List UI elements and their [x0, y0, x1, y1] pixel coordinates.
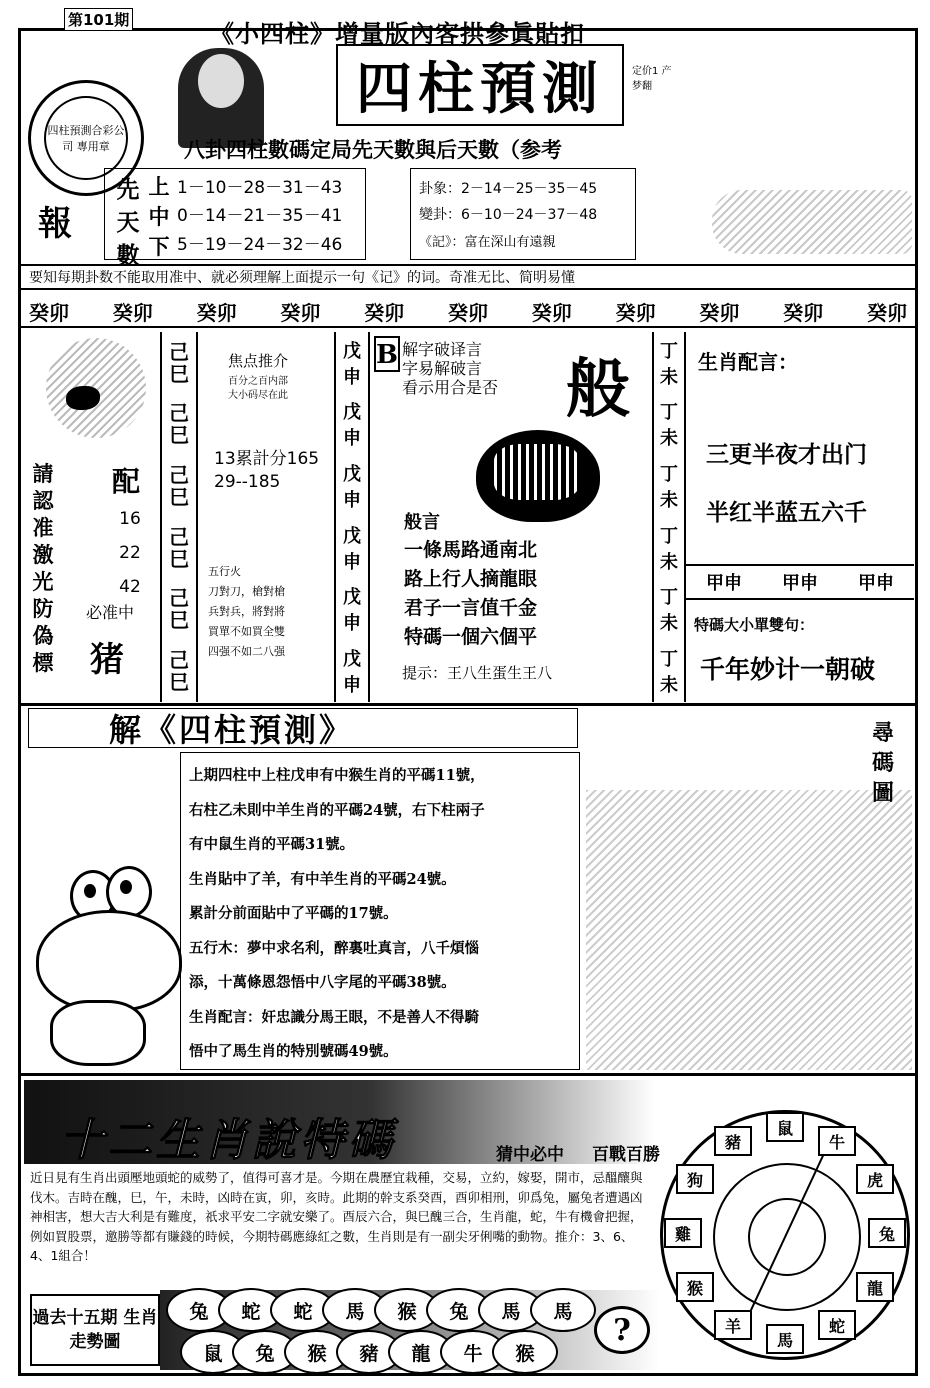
notice-text: 要知每期卦数不能取用准中、就必须理解上面提示一句《记》的词。奇准无比、简明易懂: [29, 270, 575, 286]
past-ball: 猴: [492, 1330, 558, 1374]
gua-box: [410, 168, 636, 260]
puzzle-badge: B: [374, 336, 400, 372]
jie-line: 累計分前面貼中了平碼的17號。: [189, 905, 398, 922]
year-cell: 癸卯: [29, 300, 69, 325]
zodiac-sign: 龍: [856, 1272, 894, 1302]
focus-poem-line: 刀對刀，槍對槍: [208, 585, 285, 598]
pei-number: 22: [119, 543, 141, 563]
jisi-cell: 己 巳: [169, 401, 189, 448]
past-ball: 牛: [440, 1330, 506, 1374]
jie-text-box: [180, 752, 580, 1070]
focus-poem-line: 五行火: [208, 565, 241, 578]
zodiac-sign: 雞: [664, 1218, 702, 1248]
zodiac-sign: 蛇: [818, 1310, 856, 1340]
year-cell: 癸卯: [112, 300, 153, 325]
seal-text: 四柱預測合彩公司 專用章: [47, 124, 125, 153]
dingwei-cell: 丁 未: [660, 649, 678, 697]
header-banner: 《小四柱》增量版內客拱參眞貼扣: [210, 19, 585, 48]
column-jisi: [160, 332, 198, 702]
subtitle: 八卦四柱數碼定局先天數與后天數（参考: [184, 137, 562, 162]
side-char: 報: [38, 204, 72, 244]
yan-line: 路上行人摘龍眼: [404, 568, 538, 590]
xiantian-row: 5－19－24－32－46: [177, 235, 343, 256]
tiger-illustration: [712, 190, 912, 254]
jiashen-cell: 甲申: [706, 573, 742, 594]
page-title: 四柱預測: [356, 56, 604, 122]
deer-illustration: [476, 430, 600, 522]
shengxiao-line: 三更半夜才出门: [706, 442, 867, 468]
wushen-cell: 戊 申: [343, 525, 361, 573]
pei-number: 42: [119, 577, 141, 597]
focus-poem-line: 四强不如二八强: [208, 645, 285, 658]
vertical-char: 標: [32, 650, 54, 675]
yan-line: 君子一言值千金: [404, 597, 538, 619]
past-ball: 兔: [166, 1288, 232, 1332]
past-ball: 馬: [530, 1288, 596, 1332]
year-cell: 癸卯: [531, 300, 572, 325]
jie-title-box: [28, 708, 578, 748]
past-ball: 蛇: [270, 1288, 336, 1332]
jie-line: 有中鼠生肖的平碼31號。: [189, 836, 355, 853]
jie-line: 添，十萬條恩怨悟中八字尾的平碼38號。: [189, 974, 456, 991]
focus-panel: [200, 332, 334, 702]
bottom-text: [30, 1168, 652, 1284]
past-ball: 猴: [284, 1330, 350, 1374]
zodiac-sign: 豬: [714, 1126, 752, 1156]
year-cell: 癸卯: [280, 300, 321, 325]
shengxiao-line: 半红半蓝五六千: [706, 500, 867, 526]
gua-row: 變卦：6－10－24－37－48: [419, 207, 598, 224]
dingwei-cell: 丁 未: [660, 587, 678, 635]
position-bottom: 下: [148, 234, 170, 259]
past-ball: 豬: [336, 1330, 402, 1374]
source-label: 百戰百勝: [592, 1145, 660, 1165]
year-bar: [21, 296, 915, 328]
yan-line: 特碼一個六個平: [404, 626, 538, 648]
dingwei-cell: 丁 未: [660, 340, 678, 388]
yan-title: 般言: [404, 512, 440, 533]
past-ball: 兔: [426, 1288, 492, 1332]
xiantian-row: 1－10－28－31－43: [177, 177, 343, 198]
year-cell: 癸卯: [447, 300, 488, 325]
xiantian-row: 0－14－21－35－41: [177, 206, 343, 227]
shengxiao-title: 生肖配言：: [698, 350, 798, 374]
vertical-char: 准: [32, 515, 54, 540]
year-cell: 癸卯: [699, 300, 740, 325]
puzzle-line: 看示用合是否: [402, 378, 499, 397]
focus-sub: 大小码尽在此: [228, 390, 288, 401]
frog-cartoon: [30, 860, 180, 1070]
bottom-paragraph: 近日見有生肖出頭壓地頭蛇的威勢了，值得可喜才是。今期在農歷宜栽種，交易，立約，嫁娶，開市，忌醞釀與伐木。吉時在醜，巳，午，未時，凶時在寅，卯，亥時。此期的幹支系癸酉，酉卯相刑，卯爲兔，屬兔者遭遇凶神相害，想大吉大利是有難度，祇求平安二字就安樂了。酉辰六合，與巳醜三合，生肖龍，蛇，牛有機會把握，例如買股票，邀勝等都有賺錢的時候，今期特碼應綠紅之數，生肖則是有一副尖牙俐嘴的動物。推介：3、6、4、1組合！: [30, 1170, 643, 1263]
bottom-banner: 十二生肖說特碼: [60, 1115, 396, 1166]
shengxiao-panel: [686, 332, 914, 702]
xunma-char: 尋: [871, 720, 894, 746]
left-panel: [24, 332, 160, 702]
past-ball: 馬: [322, 1288, 388, 1332]
jie-line: 上期四柱中上柱戊申有中猴生肖的平碼11號，: [189, 767, 485, 784]
issue-number: 第101期: [64, 8, 133, 31]
wushen-cell: 戊 申: [343, 340, 361, 388]
xunma-char: 碼: [871, 750, 894, 776]
xiantian-box: [104, 168, 366, 269]
xunma-label: [868, 718, 898, 808]
vertical-char: 光: [32, 569, 54, 594]
yan-line: 一條馬路通南北: [404, 539, 538, 561]
gua-note: 《記》：富在深山有遠親: [419, 234, 556, 250]
wushen-cell: 戊 申: [343, 649, 361, 697]
animal-char: 猪: [90, 640, 124, 680]
puzzle-panel: [372, 332, 652, 702]
zodiac-sign: 羊: [714, 1310, 752, 1340]
wushen-cell: 戊 申: [343, 464, 361, 512]
column-wushen: [334, 332, 370, 702]
position-mid: 中: [148, 204, 170, 229]
puzzle-line: 解字破译言: [402, 340, 483, 359]
past-label: 過去十五期 生肖走勢圖: [32, 1308, 158, 1352]
puzzle-big-char: 般: [566, 352, 630, 427]
year-cell: 癸卯: [615, 300, 656, 325]
jie-title: 解《四柱預測》: [109, 711, 355, 749]
zodiac-sign: 虎: [856, 1164, 894, 1194]
wushen-cell: 戊 申: [343, 587, 361, 635]
dingwei-cell: 丁 未: [660, 525, 678, 573]
year-cell: 癸卯: [866, 300, 907, 325]
jisi-cell: 己 巳: [169, 463, 189, 510]
wushen-cell: 戊 申: [343, 402, 361, 450]
bizhun-label: 必准中: [86, 603, 135, 622]
year-cell: 癸卯: [364, 300, 405, 325]
landscape-illustration: [586, 790, 912, 1070]
jiashen-cell: 甲申: [858, 573, 894, 594]
double-label: 特碼大小單雙句：: [694, 616, 815, 634]
vertical-char: 防: [32, 596, 54, 621]
xunma-char: 圖: [871, 780, 894, 806]
title-box: [336, 44, 624, 126]
xiantian-char-1: 天: [116, 209, 140, 236]
focus-poem-line: 買單不如買全雙: [208, 625, 285, 638]
past-ball: 兔: [232, 1330, 298, 1374]
question-mark: ?: [594, 1306, 650, 1354]
pei-label: 配: [112, 465, 141, 498]
zodiac-sign: 鼠: [766, 1112, 804, 1142]
price-note: 定价1 产梦翻: [632, 66, 672, 92]
jie-line: 悟中了馬生肖的特別號碼49號。: [189, 1043, 398, 1060]
past-ball: 馬: [478, 1288, 544, 1332]
focus-sum: 13累計分165: [214, 449, 320, 469]
must-hit: 猜中必中: [496, 1145, 564, 1165]
past-ball: 猴: [374, 1288, 440, 1332]
jiashen-cell: 甲申: [782, 573, 818, 594]
dingwei-cell: 丁 未: [660, 464, 678, 512]
past-box: [30, 1294, 160, 1366]
gua-row: 卦象：2－14－25－35－45: [419, 181, 598, 198]
jisi-cell: 己 巳: [169, 524, 189, 571]
vertical-char: 認: [32, 488, 54, 513]
jie-line: 右柱乙未則中羊生肖的平碼24號，右下柱兩子: [189, 801, 485, 819]
year-cell: 癸卯: [783, 300, 824, 325]
focus-poem-line: 兵對兵，將對將: [208, 605, 285, 618]
jie-line: 生肖貼中了羊，有中羊生肖的平碼24號。: [189, 870, 456, 888]
past-ball: 龍: [388, 1330, 454, 1374]
squirrel-icon: [66, 386, 100, 410]
zodiac-sign: 牛: [818, 1126, 856, 1156]
jisi-cell: 己 巳: [169, 648, 189, 695]
puzzle-line: 字易解破言: [402, 359, 483, 378]
vertical-char: 偽: [32, 623, 54, 648]
puzzle-hint: 提示：王八生蛋生王八: [402, 664, 553, 682]
jisi-cell: 己 巳: [169, 586, 189, 633]
zodiac-sign: 兔: [868, 1218, 906, 1248]
portrait-photo: [178, 48, 264, 148]
xiantian-char-0: 先: [116, 176, 140, 203]
xiantian-char-2: 數: [116, 242, 140, 269]
double-text: 千年妙计一朝破: [700, 655, 876, 684]
focus-title: 焦点推介: [228, 352, 289, 370]
position-top: 上: [148, 174, 170, 199]
jie-line: 生肖配言：奸忠識分馬王眼，不是善人不得騎: [189, 1008, 479, 1026]
vertical-char: 請: [32, 461, 54, 486]
focus-sub: 百分之百内部: [228, 376, 288, 387]
dingwei-cell: 丁 未: [660, 402, 678, 450]
pei-number: 16: [119, 509, 141, 529]
column-dingwei: [652, 332, 686, 702]
focus-sum: 29--185: [214, 472, 281, 492]
year-cell: 癸卯: [196, 300, 237, 325]
zodiac-sign: 猴: [676, 1272, 714, 1302]
notice-bar: [21, 264, 915, 290]
jisi-cell: 己 巳: [169, 339, 189, 386]
vertical-char: 激: [32, 542, 54, 567]
past-ball: 蛇: [218, 1288, 284, 1332]
jie-line: 五行木：夢中求名利，醉裏吐真言，八千煩惱: [189, 939, 479, 957]
past-ball: 鼠: [180, 1330, 246, 1374]
zodiac-sign: 狗: [676, 1164, 714, 1194]
zodiac-sign: 馬: [766, 1324, 804, 1354]
